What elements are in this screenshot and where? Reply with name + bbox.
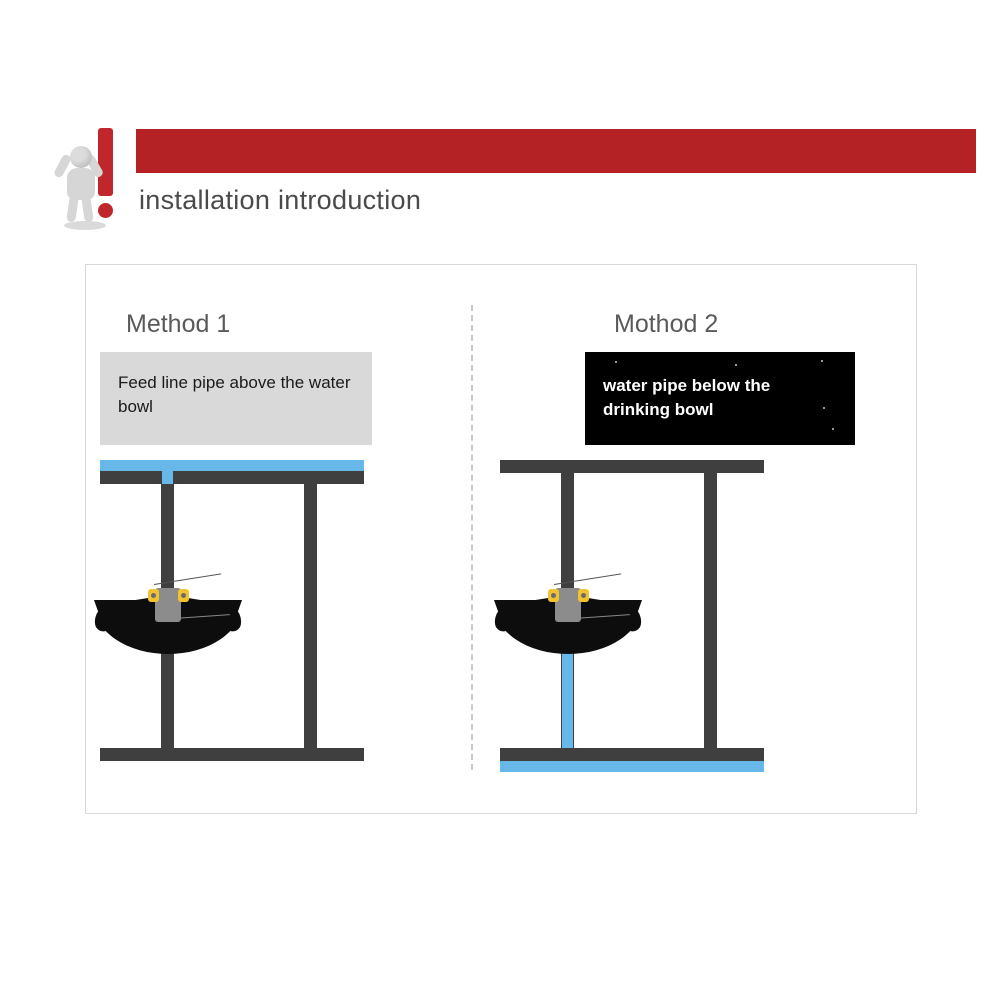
page-title: installation introduction (139, 185, 422, 215)
caption-speck (823, 407, 825, 409)
feed-pipe-horizontal-bottom (500, 761, 764, 772)
method-2-diagram (486, 460, 871, 800)
panel-divider (471, 305, 473, 770)
method-2-title: Mothod 2 (614, 310, 719, 338)
clip-right-dot (581, 593, 586, 598)
frame-beam-top (500, 460, 764, 473)
exclamation-dot (98, 203, 113, 218)
header-red-bar (136, 129, 976, 173)
frame-beam-top (100, 471, 364, 484)
method-1-caption: Feed line pipe above the water bowl (100, 352, 372, 445)
page-header (0, 0, 1000, 250)
frame-beam-bottom (500, 748, 764, 761)
caption-speck (615, 361, 617, 363)
clip-left-dot (551, 593, 556, 598)
method-1-block (86, 265, 471, 815)
exclamation-bar (98, 128, 113, 196)
method-2-caption-text: water pipe below the drinking bowl (603, 376, 771, 419)
clip-right-dot (181, 593, 186, 598)
mascot-head (70, 146, 92, 168)
caption-speck (821, 360, 823, 362)
method-1-title: Method 1 (126, 310, 231, 338)
mascot-body (67, 168, 95, 200)
feed-pipe-horizontal-top (100, 460, 364, 471)
clip-left-dot (151, 593, 156, 598)
method-2-caption (585, 352, 855, 445)
diagram-panel (85, 264, 917, 814)
frame-post-right (304, 484, 317, 748)
method-1-diagram (86, 460, 471, 800)
frame-post-right (704, 473, 717, 748)
drinker-assembly (494, 582, 654, 654)
drinker-assembly (94, 582, 254, 654)
exclamation-mascot-icon (62, 128, 130, 238)
frame-beam-bottom (100, 748, 364, 761)
mascot-shadow (64, 221, 106, 230)
caption-speck (832, 428, 834, 430)
caption-speck (735, 364, 737, 366)
method-2-block (486, 265, 871, 815)
